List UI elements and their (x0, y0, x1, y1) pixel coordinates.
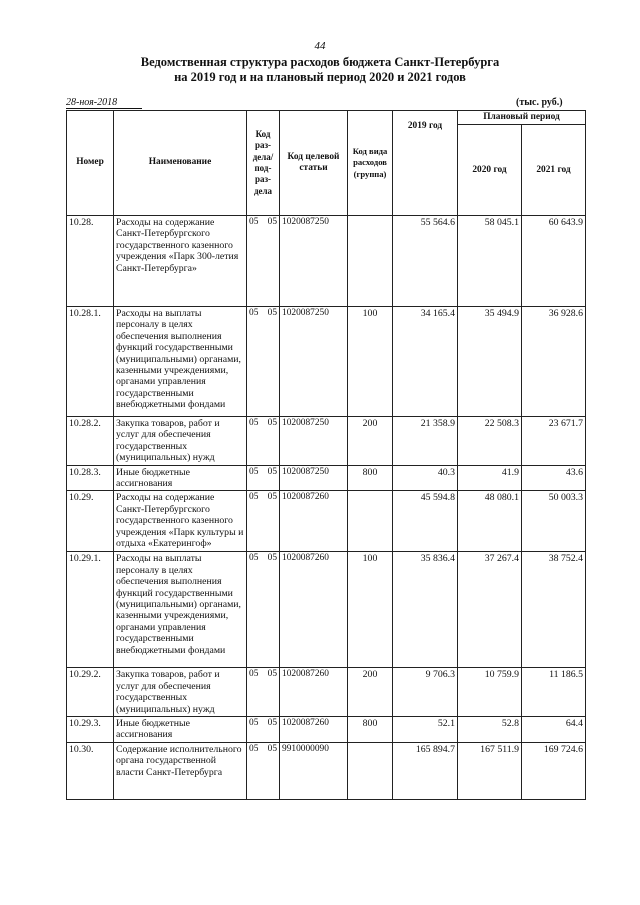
budget-table (66, 110, 586, 800)
row-target-code: 1020087250 (280, 465, 348, 491)
row-amount-2021: 23 671.7 (522, 417, 586, 466)
header-section: Код раз- дела/ под- раз- дела (247, 111, 280, 216)
row-subsection: 05 (267, 308, 277, 318)
header-planned-period: Плановый период (458, 111, 586, 125)
row-subsection: 05 (267, 418, 277, 428)
row-expense-type: 200 (348, 668, 393, 717)
table-row (67, 552, 586, 668)
table-row (67, 465, 586, 491)
row-expense-type (348, 491, 393, 552)
row-amount-2019: 52.1 (393, 717, 458, 743)
row-target-code: 9910000090 (280, 742, 348, 799)
row-section-code (247, 552, 280, 668)
row-amount-2020: 10 759.9 (458, 668, 522, 717)
row-expense-type: 200 (348, 417, 393, 466)
row-target-code: 1020087260 (280, 552, 348, 668)
row-target-code: 1020087250 (280, 307, 348, 417)
row-subsection: 05 (267, 466, 277, 477)
row-amount-2021: 38 752.4 (522, 552, 586, 668)
row-section-code (247, 307, 280, 417)
table-row (67, 307, 586, 417)
row-amount-2021: 64.4 (522, 717, 586, 743)
row-amount-2021: 169 724.6 (522, 742, 586, 799)
row-section: 05 (249, 553, 259, 564)
row-section: 05 (249, 308, 259, 318)
budget-table-body (67, 216, 586, 800)
document-date: 28-ноя-2018 (66, 97, 118, 108)
table-row (67, 491, 586, 552)
row-expense-type: 800 (348, 717, 393, 743)
row-section-code (247, 742, 280, 799)
row-number: 10.28.1. (67, 307, 114, 417)
row-amount-2020: 52.8 (458, 717, 522, 743)
row-amount-2019: 35 836.4 (393, 552, 458, 668)
row-target-code: 1020087250 (280, 216, 348, 307)
date-underline (66, 108, 142, 109)
row-number: 10.29.1. (67, 552, 114, 668)
row-subsection: 05 (267, 217, 277, 227)
table-row (67, 717, 586, 743)
row-amount-2021: 43.6 (522, 465, 586, 491)
row-number: 10.29.2. (67, 668, 114, 717)
row-amount-2021: 60 643.9 (522, 216, 586, 307)
header-expense-type: Код вида расходов (группа) (348, 111, 393, 216)
row-name: Закупка товаров, работ и услуг для обеспечения государственных (муниципальных) нужд (114, 668, 247, 717)
row-section: 05 (249, 492, 259, 503)
row-amount-2020: 37 267.4 (458, 552, 522, 668)
row-amount-2019: 34 165.4 (393, 307, 458, 417)
row-name: Расходы на выплаты персоналу в целях обеспечения выполнения функций государственными (муниципальными) органами, казенными учреждениями, органами управления государственными внебюджетными фондами (114, 552, 247, 668)
table-row (67, 742, 586, 799)
row-number: 10.28.2. (67, 417, 114, 466)
row-name: Закупка товаров, работ и услуг для обеспечения государственных (муниципальных) нужд (114, 417, 247, 466)
row-amount-2019: 21 358.9 (393, 417, 458, 466)
row-section: 05 (249, 669, 259, 680)
row-number: 10.29.3. (67, 717, 114, 743)
row-subsection: 05 (267, 553, 277, 564)
row-target-code: 1020087260 (280, 717, 348, 743)
row-section: 05 (249, 418, 259, 428)
row-section: 05 (249, 718, 259, 729)
row-target-code: 1020087260 (280, 668, 348, 717)
row-expense-type: 800 (348, 465, 393, 491)
row-section: 05 (249, 743, 259, 754)
table-row (67, 417, 586, 466)
row-subsection: 05 (267, 718, 277, 729)
row-amount-2019: 45 594.8 (393, 491, 458, 552)
row-name: Расходы на содержание Санкт-Петербургского государственного казенного учреждения «Парк 300-летия Санкт-Петербурга» (114, 216, 247, 307)
row-name: Иные бюджетные ассигнования (114, 465, 247, 491)
row-subsection: 05 (267, 669, 277, 680)
table-row (67, 668, 586, 717)
row-section-code (247, 668, 280, 717)
row-amount-2021: 11 186.5 (522, 668, 586, 717)
row-expense-type (348, 216, 393, 307)
row-section-code (247, 465, 280, 491)
page-number: 44 (314, 40, 326, 52)
row-expense-type: 100 (348, 552, 393, 668)
title-line-2: на 2019 год и на плановый период 2020 и 2021 годов (174, 70, 466, 84)
row-subsection: 05 (267, 492, 277, 503)
row-expense-type (348, 742, 393, 799)
row-target-code: 1020087260 (280, 491, 348, 552)
row-name: Иные бюджетные ассигнования (114, 717, 247, 743)
header-2019: 2019 год (393, 111, 458, 216)
row-name: Расходы на содержание Санкт-Петербургского государственного казенного учреждения «Парк культуры и отдыха «Екатерингоф» (114, 491, 247, 552)
header-2021: 2021 год (522, 125, 586, 216)
row-section-code (247, 417, 280, 466)
header-name: Наименование (114, 111, 247, 216)
document-title (0, 55, 640, 85)
table-row (67, 216, 586, 307)
row-amount-2019: 165 894.7 (393, 742, 458, 799)
row-amount-2020: 41.9 (458, 465, 522, 491)
title-line-1: Ведомственная структура расходов бюджета Санкт-Петербурга (140, 55, 500, 69)
row-number: 10.29. (67, 491, 114, 552)
row-amount-2020: 22 508.3 (458, 417, 522, 466)
row-amount-2020: 35 494.9 (458, 307, 522, 417)
row-number: 10.30. (67, 742, 114, 799)
row-section: 05 (249, 466, 259, 477)
row-target-code: 1020087250 (280, 417, 348, 466)
row-amount-2021: 36 928.6 (522, 307, 586, 417)
header-2020: 2020 год (458, 125, 522, 216)
row-expense-type: 100 (348, 307, 393, 417)
row-amount-2021: 50 003.3 (522, 491, 586, 552)
row-subsection: 05 (267, 743, 277, 754)
row-amount-2019: 55 564.6 (393, 216, 458, 307)
row-section-code (247, 491, 280, 552)
row-section: 05 (249, 217, 259, 227)
row-amount-2020: 58 045.1 (458, 216, 522, 307)
row-amount-2020: 167 511.9 (458, 742, 522, 799)
row-section-code (247, 717, 280, 743)
row-amount-2019: 9 706.3 (393, 668, 458, 717)
row-section-code (247, 216, 280, 307)
row-name: Расходы на выплаты персоналу в целях обеспечения выполнения функций государственными (муниципальными) органами, казенными учреждениями, органами управления государственными внебюджетными фондами (114, 307, 247, 417)
header-number: Номер (67, 111, 114, 216)
row-name: Содержание исполнительного органа государственной власти Санкт-Петербурга (114, 742, 247, 799)
row-number: 10.28.3. (67, 465, 114, 491)
row-number: 10.28. (67, 216, 114, 307)
row-amount-2019: 40.3 (393, 465, 458, 491)
header-target: Код целевой статьи (280, 111, 348, 216)
row-amount-2020: 48 080.1 (458, 491, 522, 552)
units-label: (тыс. руб.) (516, 97, 563, 108)
